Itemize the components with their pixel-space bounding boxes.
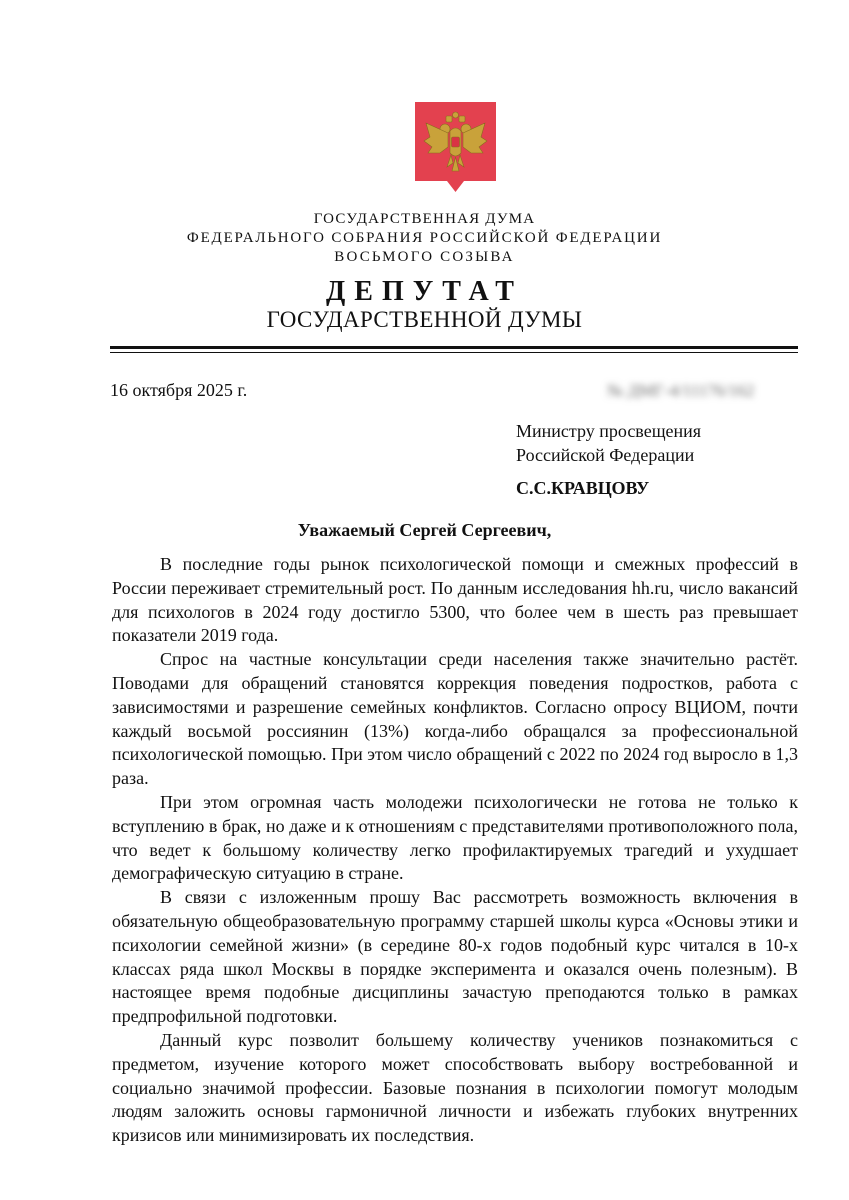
body-paragraph: В связи с изложенным прошу Вас рассмотреть возможность включения в обязательную общеобразовательную программу старшей школы курса «Основы этики и психологии семейной жизни» (в середине 80-х годов подобный курс читался в 10-х классах ряда школ Москвы в порядке эксперимента и оказался очень полезным). В настоящее время подобные дисциплины зачастую преподаются только в рамках предпрофильной подготовки.	[112, 887, 798, 1027]
addressee-country: Российской Федерации	[516, 445, 695, 465]
header-divider-thin	[110, 352, 798, 353]
header-divider-thick	[110, 346, 798, 349]
salutation: Уважаемый Сергей Сергеевич,	[297, 520, 552, 540]
org-name-line3: ВОСЬМОГО СОЗЫВА	[334, 249, 515, 265]
letter-body	[112, 553, 798, 1148]
org-name-line2: ФЕДЕРАЛЬНОГО СОБРАНИЯ РОССИЙСКОЙ ФЕДЕРАЦИИ	[186, 230, 663, 246]
addressee-block	[516, 419, 701, 467]
body-paragraph: Спрос на частные консультации среди населения также значительно растёт. Поводами для обращений становятся коррекция поведения подростков, работа с зависимостями и разрешение семейных конфликтов. Согласно опросу ВЦИОМ, почти каждый восьмой россиянин (13%) когда-либо обращался за профессиональной психологической помощью. При этом число обращений с 2022 по 2024 год выросло в 1,3 раза.	[112, 649, 798, 789]
state-emblem-icon	[414, 101, 497, 193]
org-name-line1: ГОСУДАРСТВЕННАЯ ДУМА	[313, 211, 536, 227]
letter-date: 16 октября 2025 г.	[110, 380, 248, 400]
letterhead-title: ДЕПУТАТ	[326, 276, 523, 307]
addressee-name: С.С.КРАВЦОВУ	[516, 478, 650, 498]
body-paragraph: При этом огромная часть молодежи психологически не готова не только к вступлению в брак, но даже и к отношениям с представителями противоположного пола, что ведет к большому количеству легко профилактируемых трагедий и ухудшает демографическую ситуацию в стране.	[112, 791, 798, 884]
body-paragraph: В последние годы рынок психологической помощи и смежных профессий в России переживает стремительный рост. По данным исследования hh.ru, число вакансий для психологов в 2024 году достигло 5300, что более чем в шесть раз превышает показатели 2019 года.	[112, 554, 798, 646]
letterhead-subtitle: ГОСУДАРСТВЕННОЙ ДУМЫ	[266, 307, 583, 332]
document-number-redacted: № ДМГ-4/11176/162	[607, 381, 755, 400]
body-paragraph: Данный курс позволит большему количеству учеников познакомиться с предметом, изучение которого может способствовать выбору востребованной и социально значимой профессии. Базовые познания в психологии помогут молодым людям заложить основы гармоничной личности и избежать глубоких внутренних кризисов или минимизировать их последствия.	[112, 1029, 798, 1146]
addressee-position: Министру просвещения	[516, 421, 702, 441]
